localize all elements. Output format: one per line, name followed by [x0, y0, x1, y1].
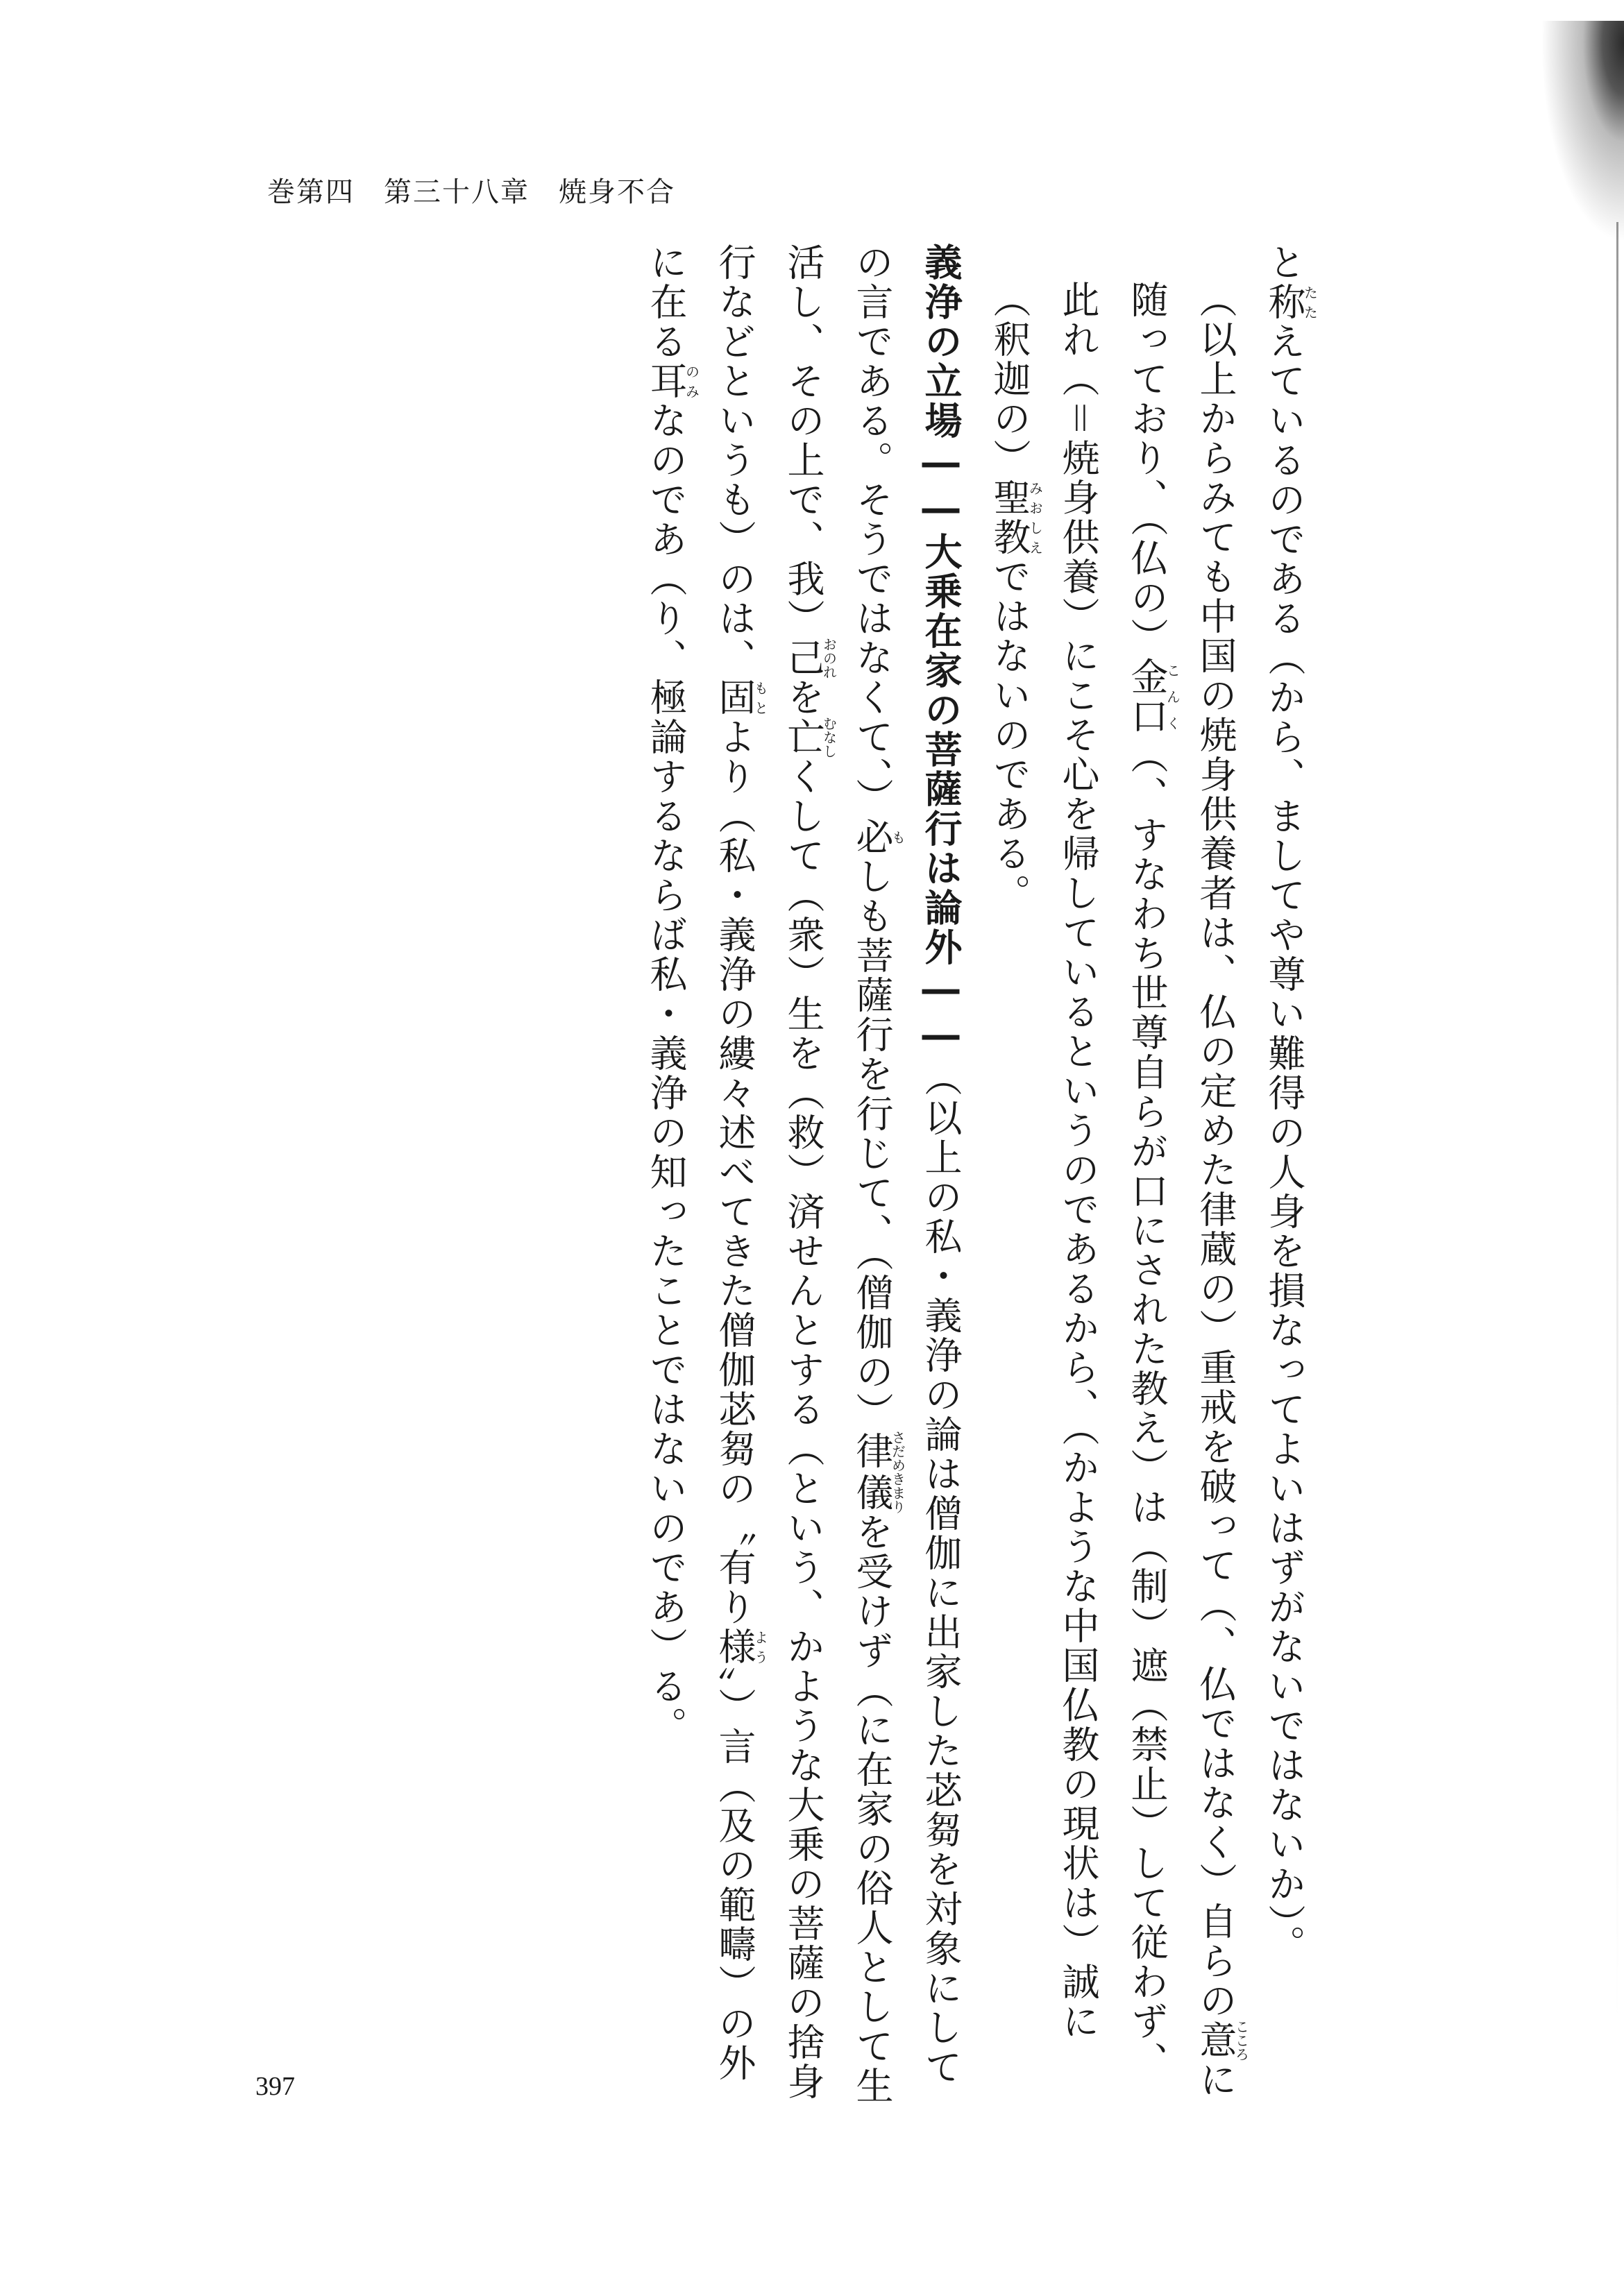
paragraph-p1: [1250, 243, 1319, 2109]
ruby-reading: むなし: [820, 716, 838, 758]
text-run: しも菩薩行を行じて、（僧伽の）: [850, 857, 894, 1431]
ruby-base: 称: [1262, 282, 1306, 322]
ruby-word: [1262, 282, 1319, 322]
text-run: ではないのである。: [988, 557, 1031, 913]
ruby-word: [713, 1627, 769, 1667]
text-run: を: [781, 678, 825, 717]
scan-edge-line: [1616, 222, 1618, 2026]
ruby-word: [1125, 657, 1181, 736]
text-run: より（私・義浄の縷々述べてきた僧伽苾芻の〝有り: [713, 717, 756, 1627]
ruby-base: 耳: [644, 362, 688, 401]
section-heading: 義浄の立場――大乗在家の菩薩行は論外――: [919, 243, 963, 1059]
page-number: 397: [255, 2072, 295, 2101]
text-run: なのであ（り、極論するならば私・義浄の知ったことではないのであ）る。: [644, 401, 688, 1746]
ruby-reading: みおしえ: [1026, 478, 1044, 557]
text-run: （、すなわち世尊自らが口にされた教え）は（制）遮（禁止）して従わず、此れ（＝焼身供養）にこそ心を帰しているというのであるから、（かような中国仏教の現状は）誠に（釈迦の）: [988, 280, 1169, 2081]
ruby-reading: こんく: [1164, 657, 1181, 736]
ruby-word: [781, 637, 838, 679]
ruby-reading: も: [889, 817, 906, 857]
ruby-reading: こころ: [1233, 2019, 1250, 2061]
text-run: を受けず（に在家の俗人として生活し、その上で、我）: [781, 243, 894, 2106]
text-run: （以上からみても中国の焼身供養者は、仏の定めた律蔵の）重戒を破って（、仏ではなく）自らの: [1194, 280, 1237, 2021]
ruby-base: 亡: [781, 716, 825, 758]
ruby-base: 必: [850, 817, 894, 857]
text-run: 〟）言（及の範疇）の外に在る: [644, 243, 756, 2083]
text-run: と: [1262, 243, 1306, 282]
ruby-word: [850, 1430, 906, 1514]
ruby-reading: よう: [752, 1627, 769, 1667]
ruby-reading: のみ: [683, 362, 700, 401]
ruby-word: [1194, 2019, 1250, 2061]
ruby-word: [713, 678, 769, 717]
ruby-base: 様: [713, 1627, 756, 1667]
text-run: えているのである（から、ましてや尊い難得の人身を損なってよいはずがないではないか）。: [1262, 322, 1306, 1964]
ruby-base: 意: [1194, 2019, 1237, 2061]
ruby-reading: さだめきまり: [889, 1430, 906, 1514]
ruby-word: [781, 716, 838, 758]
text-run: に随っており、（仏の）: [1125, 280, 1237, 2100]
ruby-word: [988, 478, 1044, 557]
ruby-word: [850, 817, 906, 857]
ruby-reading: おのれ: [820, 637, 838, 679]
ruby-base: 金口: [1125, 657, 1169, 736]
paragraph-p3: [632, 243, 975, 2109]
paragraph-p2: [975, 243, 1250, 2109]
ruby-word: [644, 362, 700, 401]
text-run: （以上の私・義浄の論は僧伽に出家した苾芻を対象にしての言である。そうではなくて、）: [850, 243, 963, 2087]
text-run: くして（衆）生を（救）済せんとする（という、かような大乗の菩薩の捨身行などというも）のは、: [713, 243, 825, 2102]
ruby-base: 固: [713, 678, 756, 717]
ruby-reading: たた: [1301, 282, 1319, 322]
body-text: [632, 243, 1319, 2109]
ruby-base: 律儀: [850, 1430, 894, 1514]
running-head: 巻第四 第三十八章 焼身不合: [267, 176, 675, 208]
ruby-reading: もと: [752, 678, 769, 717]
ruby-base: 己: [781, 637, 825, 679]
scan-binding-shadow: [1541, 21, 1624, 243]
ruby-base: 聖教: [988, 478, 1031, 557]
